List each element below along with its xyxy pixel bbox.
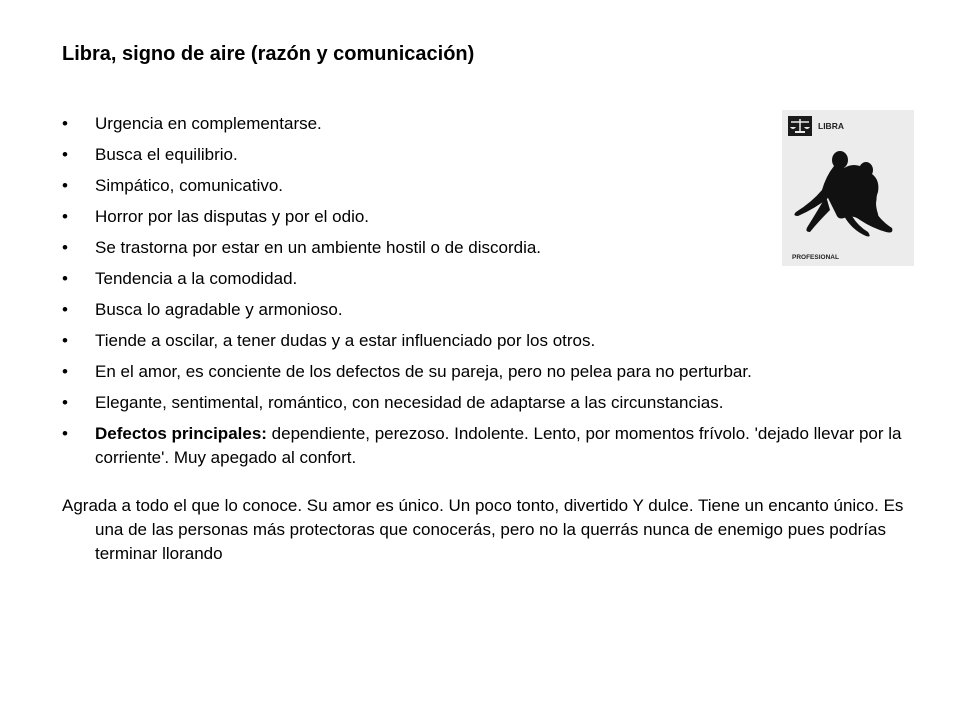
bullet-text: Urgencia en complementarse. [95,114,322,133]
bullet-item-defects [62,422,902,470]
bullet-dot: • [62,331,68,350]
bullet-item [62,298,902,322]
bullet-text: Busca lo agradable y armonioso. [95,300,343,319]
bullet-text: Elegante, sentimental, romántico, con necesidad de adaptarse a las circunstancias. [95,393,724,412]
bullet-dot: • [62,362,68,381]
bullet-text: Horror por las disputas y por el odio. [95,207,370,226]
bullet-text: Busca el equilibrio. [95,145,238,164]
bullet-dot: • [62,393,68,412]
libra-illustration [782,110,914,266]
slide-title: Libra, signo de aire (razón y comunicación) [62,43,475,65]
bullet-text: Tiende a oscilar, a tener dudas y a estar influenciado por los otros. [95,331,596,350]
bullet-dot: • [62,269,68,288]
bullet-item [62,267,775,291]
closing-paragraph: Agrada a todo el que lo conoce. Su amor es único. Un poco tonto, divertido Y dulce. Tiene un encanto único. Es una de las personas más protectoras que conocerás, pero no la querrás nunca de enemigo pues podrías terminar llorando [62,496,904,563]
bullet-text: Tendencia a la comodidad. [95,269,298,288]
bullet-item [62,174,775,198]
bullet-dot: • [62,207,68,226]
bullet-item [62,360,902,384]
bullet-list [62,112,902,477]
bullet-item [62,112,775,136]
illustration-heading: LIBRA [818,121,844,131]
bullet-text: Simpático, comunicativo. [95,176,284,195]
bullet-item [62,205,775,229]
bullet-item [62,143,775,167]
libra-scales-icon [788,116,812,136]
bullet-dot: • [62,114,68,133]
defects-label: Defectos principales: [95,424,267,443]
bullet-text: En el amor, es conciente de los defectos de su pareja, pero no pelea para no perturbar. [95,362,752,381]
bullet-dot: • [62,238,68,257]
libra-illustration-art [782,110,914,266]
bullet-item [62,329,902,353]
bullet-item [62,236,775,260]
bullet-dot: • [62,145,68,164]
illustration-caption: PROFESIONAL [792,254,839,261]
bullet-dot: • [62,176,68,195]
bullet-text: Se trastorna por estar en un ambiente hostil o de discordia. [95,238,542,257]
defects-text: dependiente, perezoso. Indolente. Lento, por momentos frívolo. 'dejado llevar por la corriente'. Muy apegado al confort. [95,424,902,467]
bullet-dot: • [62,424,68,443]
bullet-dot: • [62,300,68,319]
bullet-item [62,391,902,415]
